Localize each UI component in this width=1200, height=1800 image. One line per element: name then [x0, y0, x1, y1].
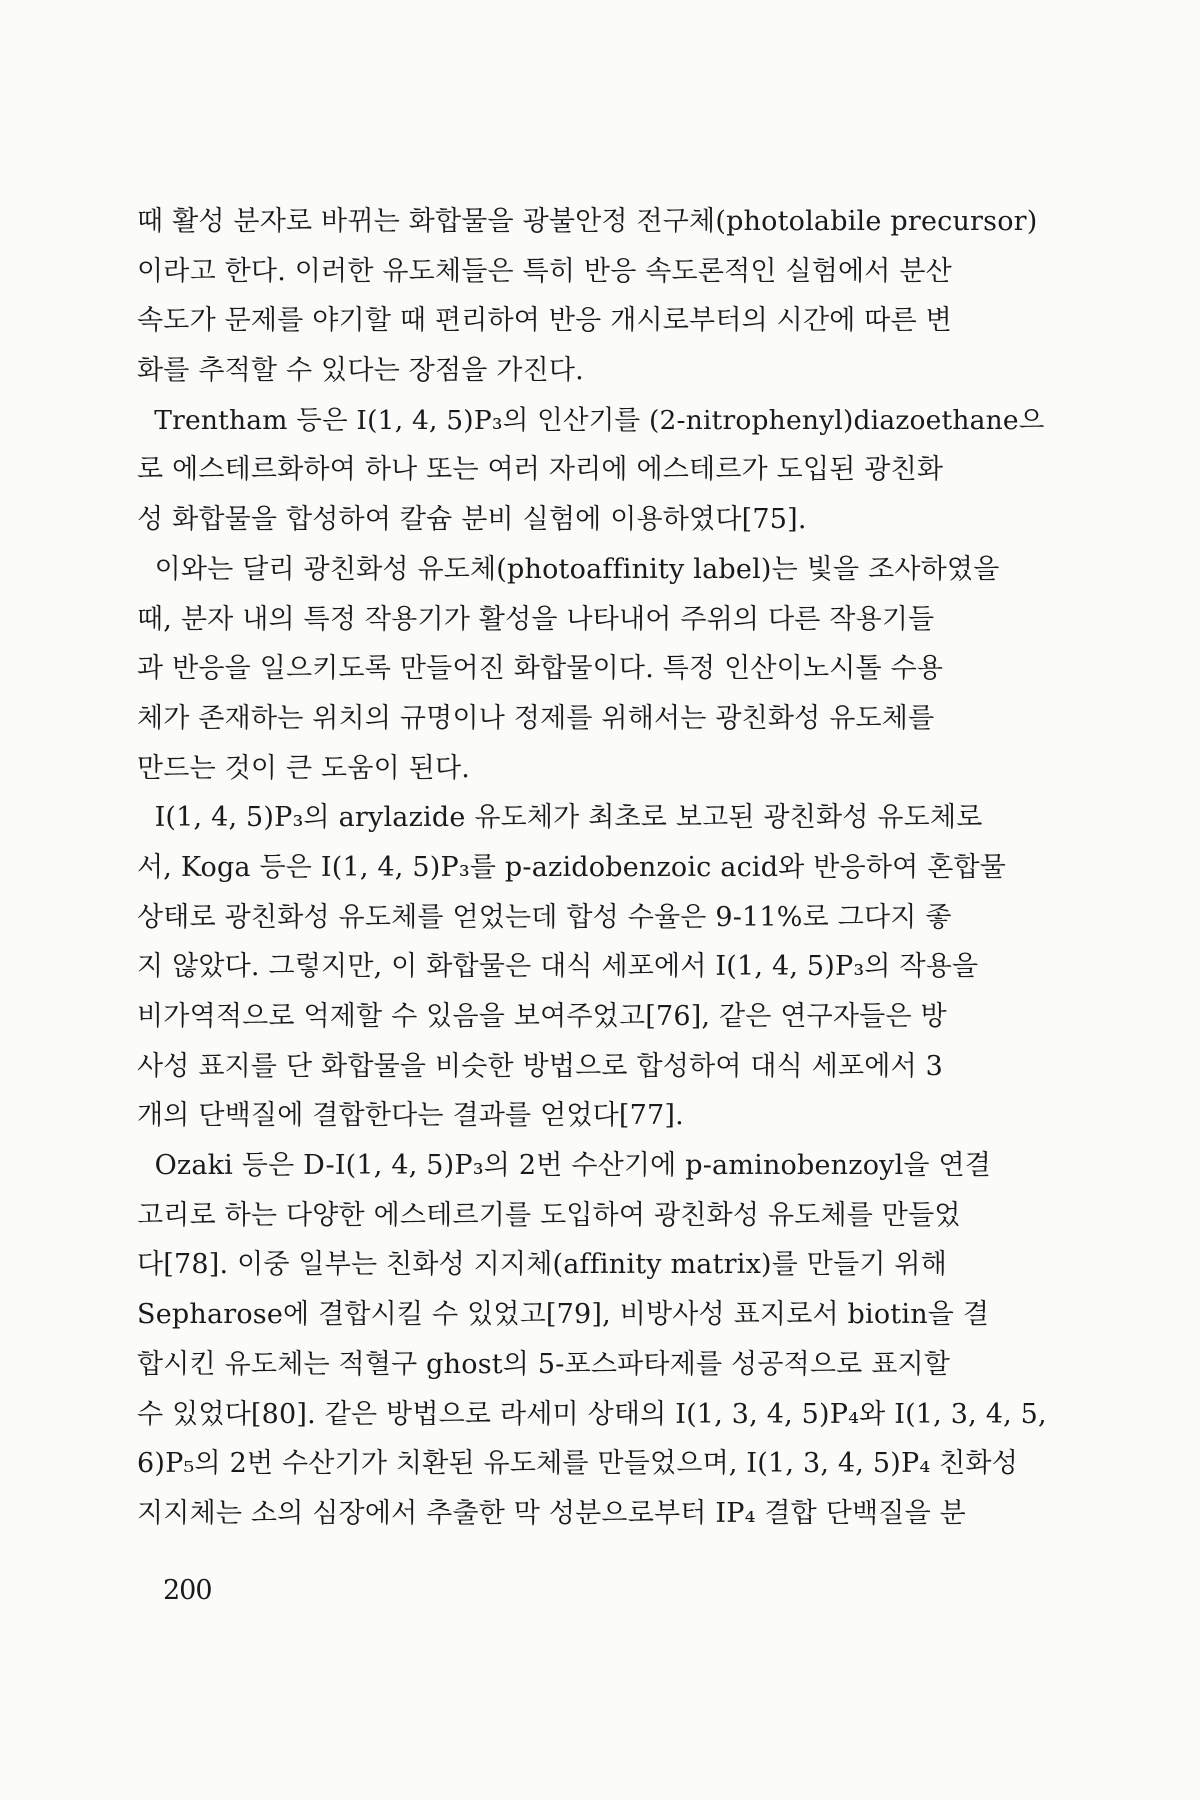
text-line: 로 에스테르화하여 하나 또는 여러 자리에 에스테르가 도입된 광친화 [137, 454, 944, 486]
text-line: 속도가 문제를 야기할 때 편리하여 반응 개시로부터의 시간에 따른 변 [137, 305, 952, 337]
page-number: 200 [163, 1575, 212, 1606]
text-line: 비가역적으로 억제할 수 있음을 보여주었고[76], 같은 연구자들은 방 [137, 1001, 947, 1032]
text-line: I(1, 4, 5)P₃의 arylazide 유도체가 최초로 보고된 광친화성 유도체로 [137, 802, 983, 834]
text-line: 6)P₅의 2번 수산기가 치환된 유도체를 만들었으며, I(1, 3, 4, 5)P₄ 친화성 [137, 1448, 1018, 1480]
text-line: 서, Koga 등은 I(1, 4, 5)P₃를 p-azidobenzoic acid와 반응하여 혼합물 [137, 851, 1007, 883]
text-line: Ozaki 등은 D-I(1, 4, 5)P₃의 2번 수산기에 p-aminobenzoyl을 연결 [137, 1150, 992, 1182]
text-line: 이와는 달리 광친화성 유도체(photoaffinity label)는 빛을 조사하였을 [137, 553, 1000, 585]
text-line: 지지체는 소의 심장에서 추출한 막 성분으로부터 IP₄ 결합 단백질을 분 [137, 1497, 966, 1529]
text-line: Trentham 등은 I(1, 4, 5)P₃의 인산기를 (2-nitrophenyl)diazoethane으 [137, 404, 1045, 436]
text-line: 때, 분자 내의 특정 작용기가 활성을 나타내어 주위의 다른 작용기들 [137, 603, 935, 635]
text-line: 고리로 하는 다양한 에스테르기를 도입하여 광친화성 유도체를 만들었 [137, 1199, 961, 1231]
text-line: 다[78]. 이중 일부는 친화성 지지체(affinity matrix)를 만들기 위해 [137, 1249, 947, 1281]
text-line: Sepharose에 결합시킬 수 있었고[79], 비방사성 표지로서 biotin을 결 [137, 1299, 990, 1331]
text-line: 화를 추적할 수 있다는 장점을 가진다. [137, 355, 584, 387]
text-line: 성 화합물을 합성하여 칼슘 분비 실험에 이용하였다[75]. [137, 504, 807, 536]
text-line: 합시킨 유도체는 적혈구 ghost의 5-포스파타제를 성공적으로 표지할 [137, 1348, 951, 1380]
text-line: 만드는 것이 큰 도움이 된다. [137, 752, 471, 784]
body-text [137, 197, 1057, 1539]
text-line: 과 반응을 일으키도록 만들어진 화합물이다. 특정 인산이노시톨 수용 [137, 653, 944, 685]
text-line: 사성 표지를 단 화합물을 비슷한 방법으로 합성하여 대식 세포에서 3 [137, 1050, 944, 1082]
text-line: 수 있었다[80]. 같은 방법으로 라세미 상태의 I(1, 3, 4, 5)P₄와 I(1, 3, 4, 5, [137, 1398, 1047, 1430]
text-line: 체가 존재하는 위치의 규명이나 정제를 위해서는 광친화성 유도체를 [137, 702, 935, 734]
text-line: 지 않았다. 그렇지만, 이 화합물은 대식 세포에서 I(1, 4, 5)P₃의 작용을 [137, 951, 979, 983]
text-line: 개의 단백질에 결합한다는 결과를 얻었다[77]. [137, 1100, 684, 1132]
text-line: 이라고 한다. 이러한 유도체들은 특히 반응 속도론적인 실험에서 분산 [137, 255, 952, 287]
text-line: 상태로 광친화성 유도체를 얻었는데 합성 수율은 9-11%로 그다지 좋 [137, 901, 952, 933]
text-line: 때 활성 분자로 바뀌는 화합물을 광불안정 전구체(photolabile precursor) [137, 206, 1038, 237]
